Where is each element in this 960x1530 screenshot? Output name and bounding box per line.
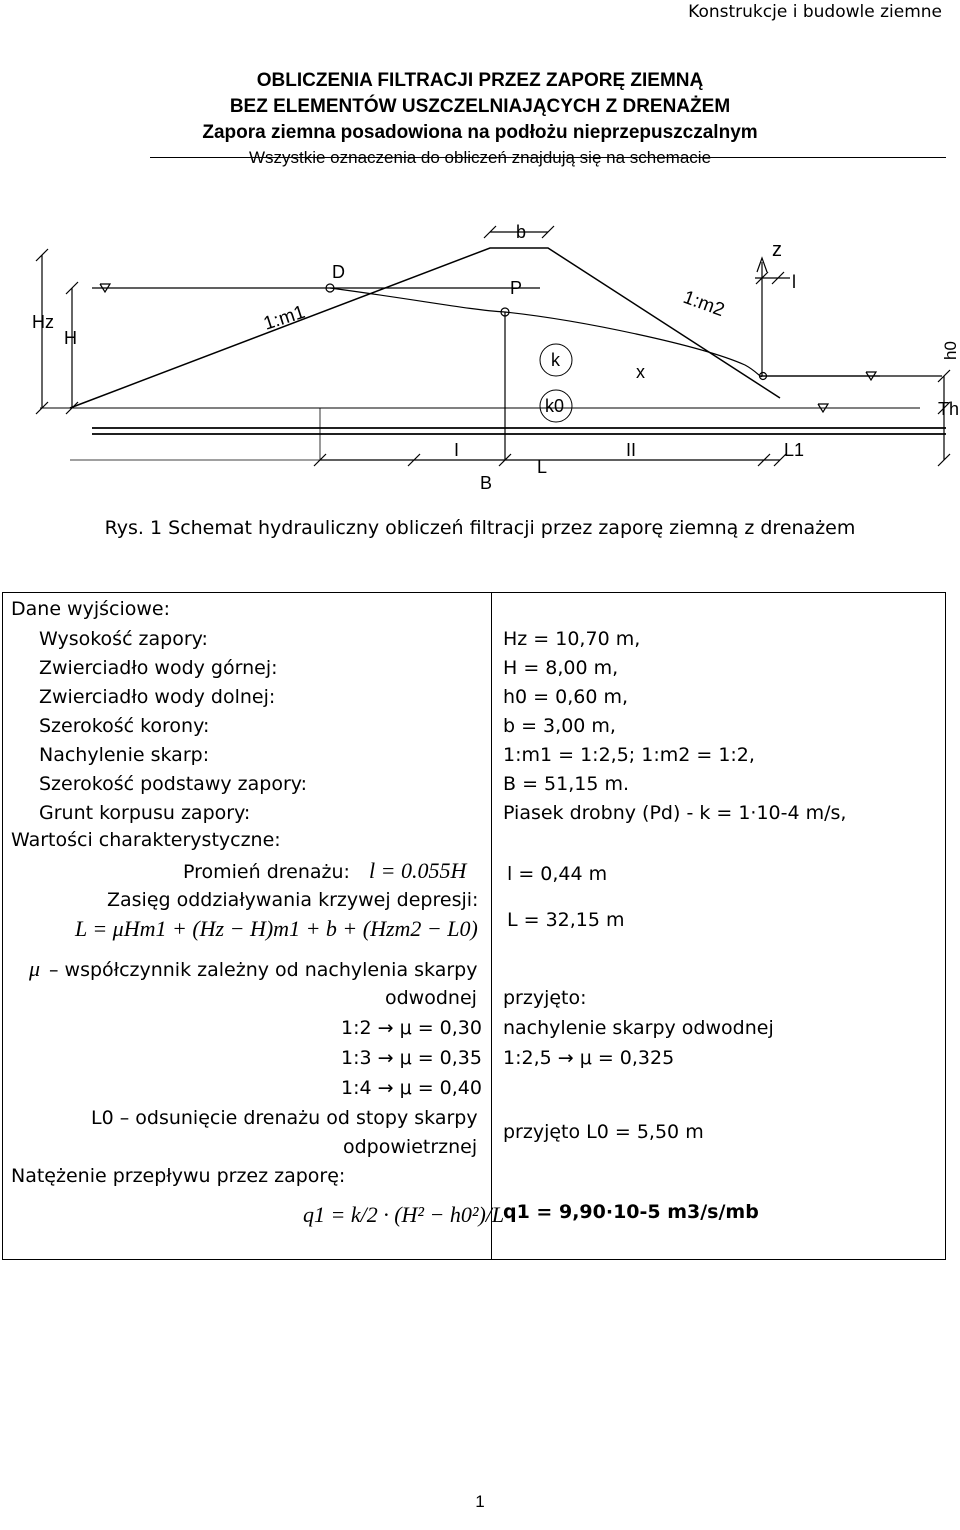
row-value-soil: Piasek drobny (Pd) - k = 1·10-4 m/s, bbox=[503, 802, 847, 824]
row-value-upper-water: H = 8,00 m, bbox=[503, 657, 619, 679]
row-value-crest-width: b = 3,00 m, bbox=[503, 715, 616, 737]
label-B: B bbox=[480, 473, 493, 493]
row-label-base-width: Szerokość podstawy zapory: bbox=[39, 773, 308, 795]
label-x: x bbox=[636, 362, 645, 382]
mu-description-1: – współczynnik zależny od nachylenia skarpy bbox=[49, 959, 478, 981]
accepted-label: przyjęto: bbox=[503, 987, 587, 1009]
row-value-slope: 1:m1 = 1:2,5; 1:m2 = 1:2, bbox=[503, 744, 755, 766]
label-L: L bbox=[537, 457, 548, 477]
label-D: D bbox=[332, 262, 345, 282]
title-line-2: BEZ ELEMENTÓW USZCZELNIAJĄCYCH Z DRENAŻEM bbox=[229, 96, 731, 117]
row-label-slope: Nachylenie skarp: bbox=[39, 744, 210, 766]
L0-description-2: odpowietrznej bbox=[343, 1136, 478, 1158]
label-P: P bbox=[510, 278, 523, 298]
label-I: I bbox=[454, 440, 460, 460]
accepted-mu-value: 1:2,5 → μ = 0,325 bbox=[503, 1047, 675, 1069]
mu-value-3: 1:4 → μ = 0,40 bbox=[341, 1077, 482, 1099]
label-II: II bbox=[626, 440, 637, 460]
title-line-3: Zapora ziemna posadowiona na podłożu nieprzepuszczalnym bbox=[202, 122, 758, 143]
label-b: b bbox=[516, 222, 527, 242]
row-value-base-width: B = 51,15 m. bbox=[503, 773, 630, 795]
label-k: k bbox=[551, 350, 560, 370]
running-header: Konstrukcje i budowle ziemne bbox=[688, 2, 942, 22]
label-m1: 1:m1 bbox=[261, 301, 308, 335]
row-label-lower-water: Zwierciadło wody dolnej: bbox=[39, 686, 276, 708]
section-characteristic-values: Wartości charakterystyczne: bbox=[11, 829, 281, 851]
depression-range-label: Zasięg oddziaływania krzywej depresji: bbox=[107, 889, 479, 911]
label-h0: h0 bbox=[941, 341, 960, 360]
mu-symbol: μ bbox=[29, 956, 41, 981]
row-value-dam-height: Hz = 10,70 m, bbox=[503, 628, 641, 650]
dam-scheme-diagram bbox=[0, 215, 960, 505]
label-k0: k0 bbox=[545, 396, 565, 416]
flow-result: q1 = 9,90·10-5 m3/s/mb bbox=[503, 1201, 759, 1223]
flow-formula: q1 = k/2 · (H² − h0²)/L bbox=[303, 1202, 505, 1227]
mu-value-2: 1:3 → μ = 0,35 bbox=[341, 1047, 482, 1069]
label-H: H bbox=[64, 328, 77, 348]
accepted-slope: nachylenie skarpy odwodnej bbox=[503, 1017, 774, 1039]
label-m2: 1:m2 bbox=[680, 286, 728, 322]
mu-description-2: odwodnej bbox=[385, 987, 477, 1009]
row-label-soil: Grunt korpusu zapory: bbox=[39, 802, 251, 824]
row-label-upper-water: Zwierciadło wody górnej: bbox=[39, 657, 278, 679]
drain-radius-label: Promień drenażu: bbox=[183, 861, 350, 883]
section-input-data: Dane wyjściowe: bbox=[11, 598, 170, 620]
label-L1: L1 bbox=[784, 440, 805, 460]
title-block bbox=[0, 68, 960, 170]
mu-value-1: 1:2 → μ = 0,30 bbox=[341, 1017, 482, 1039]
row-value-lower-water: h0 = 0,60 m, bbox=[503, 686, 629, 708]
drain-radius-formula: l = 0.055H bbox=[369, 858, 467, 883]
section-flow-rate: Natężenie przepływu przez zaporę: bbox=[11, 1165, 346, 1187]
row-label-dam-height: Wysokość zapory: bbox=[39, 628, 208, 650]
depression-range-formula: L = μHm1 + (Hz − H)m1 + b + (Hzm2 − L0) bbox=[75, 916, 478, 941]
figure-caption: Rys. 1 Schemat hydrauliczny obliczeń filtracji przez zaporę ziemną z drenażem bbox=[104, 517, 856, 539]
label-Hz: Hz bbox=[32, 312, 54, 332]
page-number: 1 bbox=[475, 1492, 485, 1511]
label-Th: Th bbox=[938, 399, 960, 419]
label-z: z bbox=[772, 239, 782, 261]
depression-range-result: L = 32,15 m bbox=[507, 909, 625, 931]
L0-description-1: L0 – odsunięcie drenażu od stopy skarpy bbox=[91, 1107, 478, 1129]
row-label-crest-width: Szerokość korony: bbox=[39, 715, 210, 737]
column-divider bbox=[491, 593, 492, 1259]
calculation-table bbox=[2, 592, 946, 1260]
L0-accepted: przyjęto L0 = 5,50 m bbox=[503, 1121, 704, 1143]
drain-radius-result: l = 0,44 m bbox=[507, 863, 608, 885]
title-line-1: OBLICZENIA FILTRACJI PRZEZ ZAPORĘ ZIEMNĄ bbox=[256, 70, 704, 91]
label-l: l bbox=[792, 272, 796, 292]
title-underline bbox=[150, 157, 946, 158]
title-line-4: Wszystkie oznaczenia do obliczeń znajdują się na schemacie bbox=[248, 148, 712, 167]
